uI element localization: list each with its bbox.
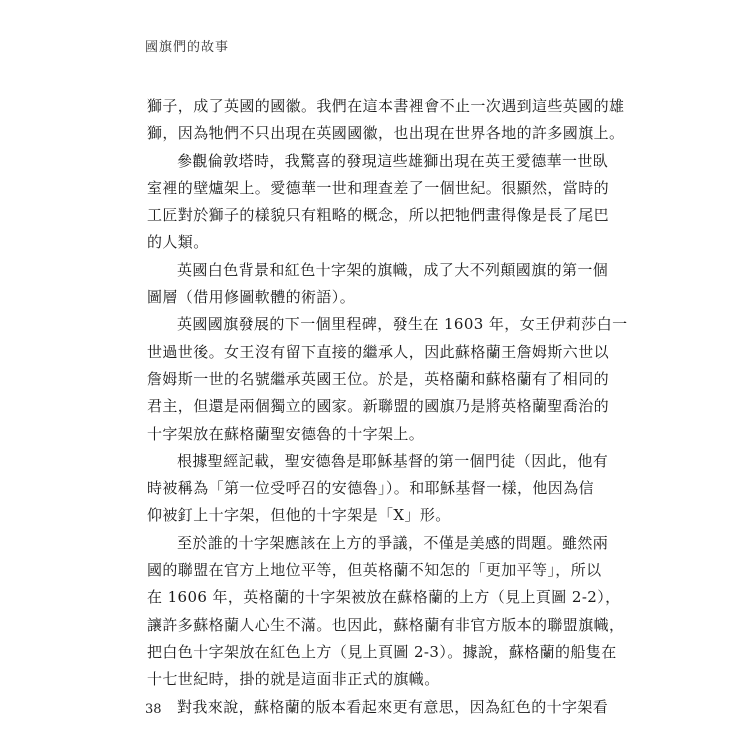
text-line: 讓許多蘇格蘭人心生不滿。也因此，蘇格蘭有非官方版本的聯盟旗幟， — [147, 615, 625, 634]
text-line: 圖層（借用修圖軟體的術語）。 — [147, 288, 356, 307]
text-line: 英國白色背景和紅色十字架的旗幟，成了大不列顛國旗的第一個 — [177, 260, 609, 279]
text-line: 英國國旗發展的下一個里程碑，發生在 1603 年，女王伊莉莎白一 — [177, 315, 628, 334]
text-line: 君主，但還是兩個獨立的國家。新聯盟的國旗乃是將英格蘭聖喬治的 — [147, 397, 610, 416]
text-line: 國的聯盟在官方上地位平等，但英格蘭不知怎的「更加平等」，所以 — [147, 561, 602, 580]
page-number: 38 — [145, 702, 162, 717]
text-line: 參觀倫敦塔時，我驚喜的發現這些雄獅出現在英王愛德華一世臥 — [177, 151, 609, 170]
text-line: 在 1606 年，英格蘭的十字架被放在蘇格蘭的上方（見上頁圖 2-2）， — [147, 588, 621, 607]
text-line: 根據聖經記載，聖安德魯是耶穌基督的第一個門徒（因此，他有 — [177, 451, 609, 470]
text-line: 世過世後。女王沒有留下直接的繼承人，因此蘇格蘭王詹姆斯六世以 — [147, 342, 610, 361]
text-line: 把白色十字架放在紅色上方（見上頁圖 2-3）。據說，蘇格蘭的船隻在 — [147, 642, 617, 661]
text-line: 至於誰的十字架應該在上方的爭議，不僅是美感的問題。雖然兩 — [177, 533, 609, 552]
text-line: 獅子，成了英國的國徽。我們在這本書裡會不止一次遇到這些英國的雄 — [147, 97, 625, 115]
text-line: 對我來說，蘇格蘭的版本看起來更有意思，因為紅色的十字架看 — [177, 697, 609, 716]
running-header: 國旗們的故事 — [145, 40, 230, 55]
text-line: 獅，因為牠們不只出現在英國國徽，也出現在世界各地的許多國旗上。 — [147, 124, 625, 143]
body-text — [147, 93, 628, 721]
text-line: 室裡的壁爐架上。愛德華一世和理查差了一個世紀。很顯然，當時的 — [147, 178, 610, 197]
text-line: 時被稱為「第一位受呼召的安德魯」）。和耶穌基督一樣，他因為信 — [147, 479, 595, 498]
text-line: 工匠對於獅子的樣貌只有粗略的概念，所以把牠們畫得像是長了尾巴 — [147, 206, 610, 225]
text-line: 詹姆斯一世的名號繼承英國王位。於是，英格蘭和蘇格蘭有了相同的 — [147, 369, 610, 388]
text-line: 的人類。 — [147, 233, 209, 252]
text-line: 仰被釘上十字架，但他的十字架是「X」形。 — [147, 506, 451, 525]
text-line: 十七世紀時，掛的就是這面非正式的旗幟。 — [147, 670, 440, 689]
text-line: 十字架放在蘇格蘭聖安德魯的十字架上。 — [147, 424, 425, 443]
